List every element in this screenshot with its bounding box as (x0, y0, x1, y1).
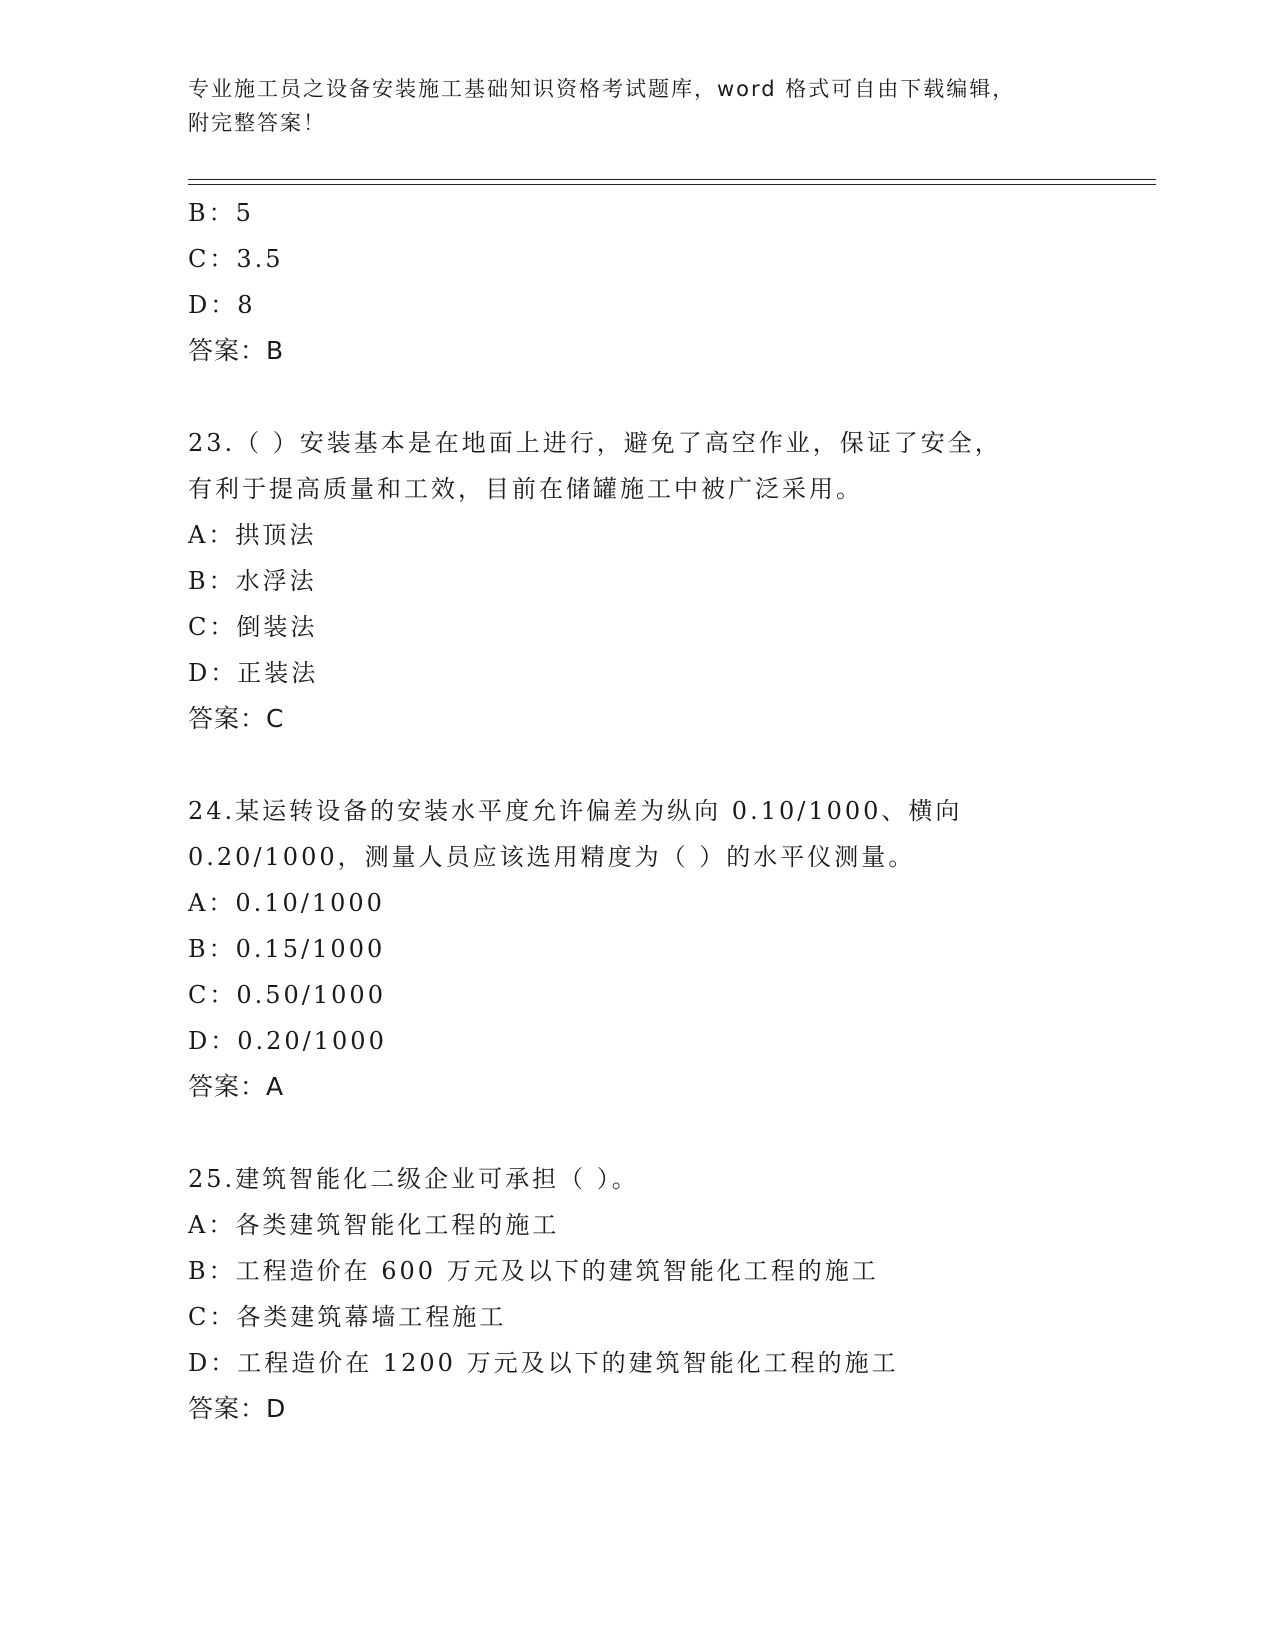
question-23 (188, 420, 1088, 742)
option-d: D：8 (188, 291, 256, 319)
header-divider-top (188, 179, 1156, 180)
page-header (188, 72, 1088, 140)
option-b: B：工程造价在 600 万元及以下的建筑智能化工程的施工 (188, 1257, 879, 1285)
option-b: B：水浮法 (188, 567, 317, 595)
option-d: D：工程造价在 1200 万元及以下的建筑智能化工程的施工 (188, 1349, 899, 1377)
question-24 (188, 788, 1088, 1110)
option-c: C：0.50/1000 (188, 981, 386, 1009)
answer-line: 答案：D (188, 1394, 287, 1423)
header-divider-bottom (188, 184, 1156, 185)
question-text-line: 0.20/1000，测量人员应该选用精度为（ ）的水平仪测量。 (188, 843, 916, 871)
question-content (188, 190, 1088, 1432)
question-text-line: 23.（ ）安装基本是在地面上进行，避免了高空作业，保证了安全， (188, 429, 1002, 457)
header-line-2: 附完整答案！ (188, 111, 326, 135)
option-c: C：倒装法 (188, 613, 318, 641)
option-d: D：正装法 (188, 659, 319, 687)
question-25 (188, 1156, 1088, 1432)
option-a: A：各类建筑智能化工程的施工 (188, 1211, 560, 1239)
answer-line: 答案：B (188, 336, 285, 365)
option-a: A：拱顶法 (188, 521, 317, 549)
question-text-line: 25.建筑智能化二级企业可承担（ ）。 (188, 1165, 639, 1193)
option-d: D：0.20/1000 (188, 1027, 387, 1055)
option-b: B：5 (188, 199, 254, 227)
option-c: C：各类建筑幕墙工程施工 (188, 1303, 507, 1331)
option-a: A：0.10/1000 (188, 889, 385, 917)
question-text-line: 有利于提高质量和工效，目前在储罐施工中被广泛采用。 (188, 475, 863, 503)
question-22-tail (188, 190, 1088, 374)
question-text-line: 24.某运转设备的安装水平度允许偏差为纵向 0.10/1000、横向 (188, 797, 963, 825)
option-c: C：3.5 (188, 245, 284, 273)
header-line-1: 专业施工员之设备安装施工基础知识资格考试题库，word 格式可自由下载编辑， (188, 77, 1016, 101)
answer-line: 答案：C (188, 704, 285, 733)
option-b: B：0.15/1000 (188, 935, 386, 963)
answer-line: 答案：A (188, 1072, 285, 1101)
